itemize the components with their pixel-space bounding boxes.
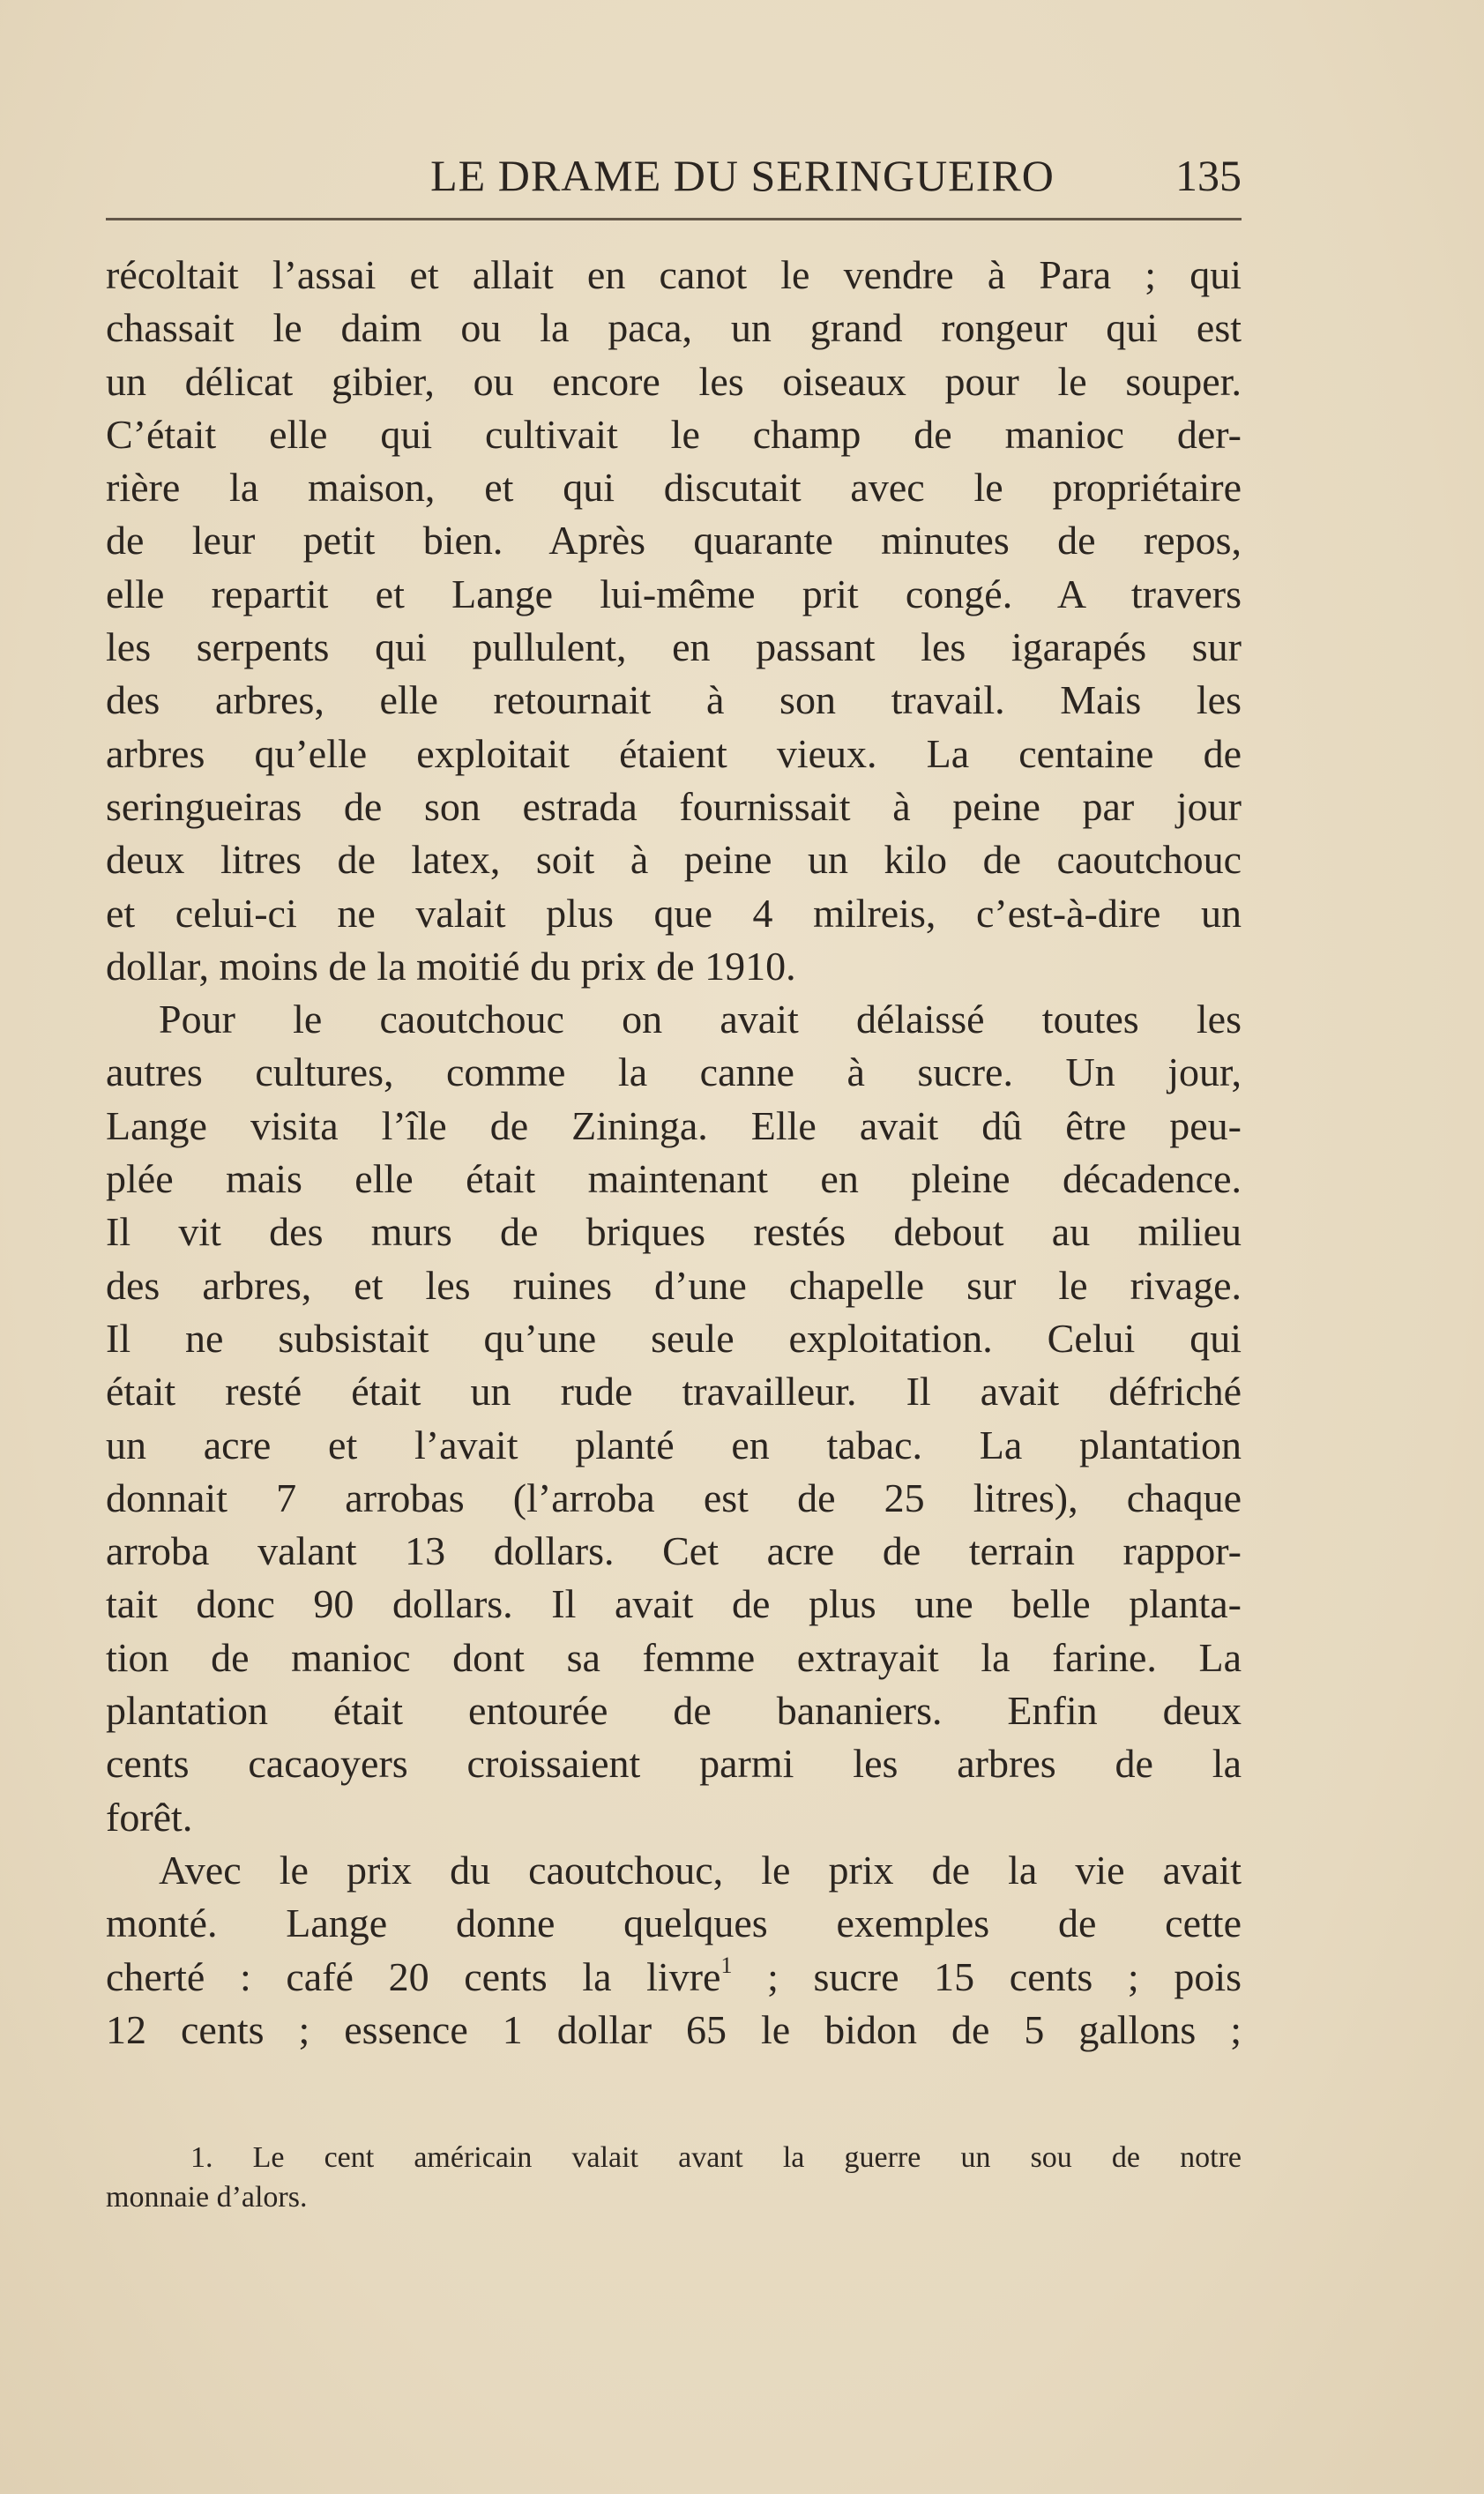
text-line: Avec le prix du caoutchouc, le prix de la vie avait [159,1847,1242,1893]
body-text [106,249,1242,2057]
text-line: arbres qu’elle exploitait étaient vieux. La centaine de [106,730,1242,776]
text-line: deux litres de latex, soit à peine un kilo de caoutchouc [106,837,1242,883]
text-line: et celui-ci ne valait plus que 4 milreis, c’est-à-dire un [106,890,1242,936]
text-line: plée mais elle était maintenant en pleine décadence. [106,1156,1242,1202]
text-line: donnait 7 arrobas (l’arroba est de 25 litres), chaque [106,1475,1242,1520]
text-line: des arbres, et les ruines d’une chapelle sur le rivage. [106,1262,1242,1308]
text-line: arroba valant 13 dollars. Cet acre de terrain rappor- [106,1528,1242,1574]
text-line: les serpents qui pullulent, en passant les igarapés sur [106,624,1242,670]
page-number: 135 [1175,151,1242,200]
header-rule [106,218,1242,220]
text-line: tait donc 90 dollars. Il avait de plus une belle planta- [106,1581,1242,1627]
running-header [106,148,1242,203]
text-line: 12 cents ; essence 1 dollar 65 le bidon de 5 gallons ; [106,2006,1242,2052]
text-segment: cherté : café 20 cents la livre [106,1953,721,1999]
footnote-reference[interactable]: 1 [720,1952,733,1978]
text-line: un acre et l’avait planté en tabac. La plantation [106,1422,1242,1467]
text-segment: ; sucre 15 cents ; pois [732,1953,1242,1999]
text-line: elle repartit et Lange lui-même prit congé. A travers [106,571,1242,616]
text-line: était resté était un rude travailleur. Il avait défriché [106,1369,1242,1415]
text-line: tion de manioc dont sa femme extrayait la farine. La [106,1634,1242,1680]
text-line [106,1951,1242,2004]
text-line: C’était elle qui cultivait le champ de manioc der- [106,411,1242,457]
footnote-line: monnaie d’alors. [106,2181,308,2214]
text-line: récoltait l’assai et allait en canot le vendre à Para ; qui [106,252,1242,297]
text-line: dollar, moins de la moitié du prix de 1910. [106,943,796,989]
footnote-line: 1. Le cent américain valait avant la guerre un sou de notre [190,2141,1242,2174]
text-line: monté. Lange donne quelques exemples de cette [106,1900,1242,1946]
text-line: Lange visita l’île de Zininga. Elle avait dû être peu- [106,1102,1242,1148]
text-line: autres cultures, comme la canne à sucre. Un jour, [106,1049,1242,1095]
text-line: Il ne subsistait qu’une seule exploitation. Celui qui [106,1315,1242,1361]
text-line: un délicat gibier, ou encore les oiseaux pour le souper. [106,358,1242,404]
running-title: LE DRAME DU SERINGUEIRO [430,151,1055,200]
text-line: Il vit des murs de briques restés debout au milieu [106,1209,1242,1255]
text-line: cents cacaoyers croissaient parmi les arbres de la [106,1741,1242,1787]
text-line: seringueiras de son estrada fournissait à peine par jour [106,783,1242,829]
text-line: rière la maison, et qui discutait avec le propriétaire [106,465,1242,511]
text-line: des arbres, elle retournait à son travail. Mais les [106,677,1242,723]
footnotes [106,2138,1242,2217]
text-line: forêt. [106,1794,193,1840]
text-line: plantation était entourée de bananiers. Enfin deux [106,1688,1242,1734]
text-line: Pour le caoutchouc on avait délaissé toutes les [159,997,1242,1042]
text-line: chassait le daim ou la paca, un grand rongeur qui est [106,305,1242,351]
text-line: de leur petit bien. Après quarante minutes de repos, [106,518,1242,564]
